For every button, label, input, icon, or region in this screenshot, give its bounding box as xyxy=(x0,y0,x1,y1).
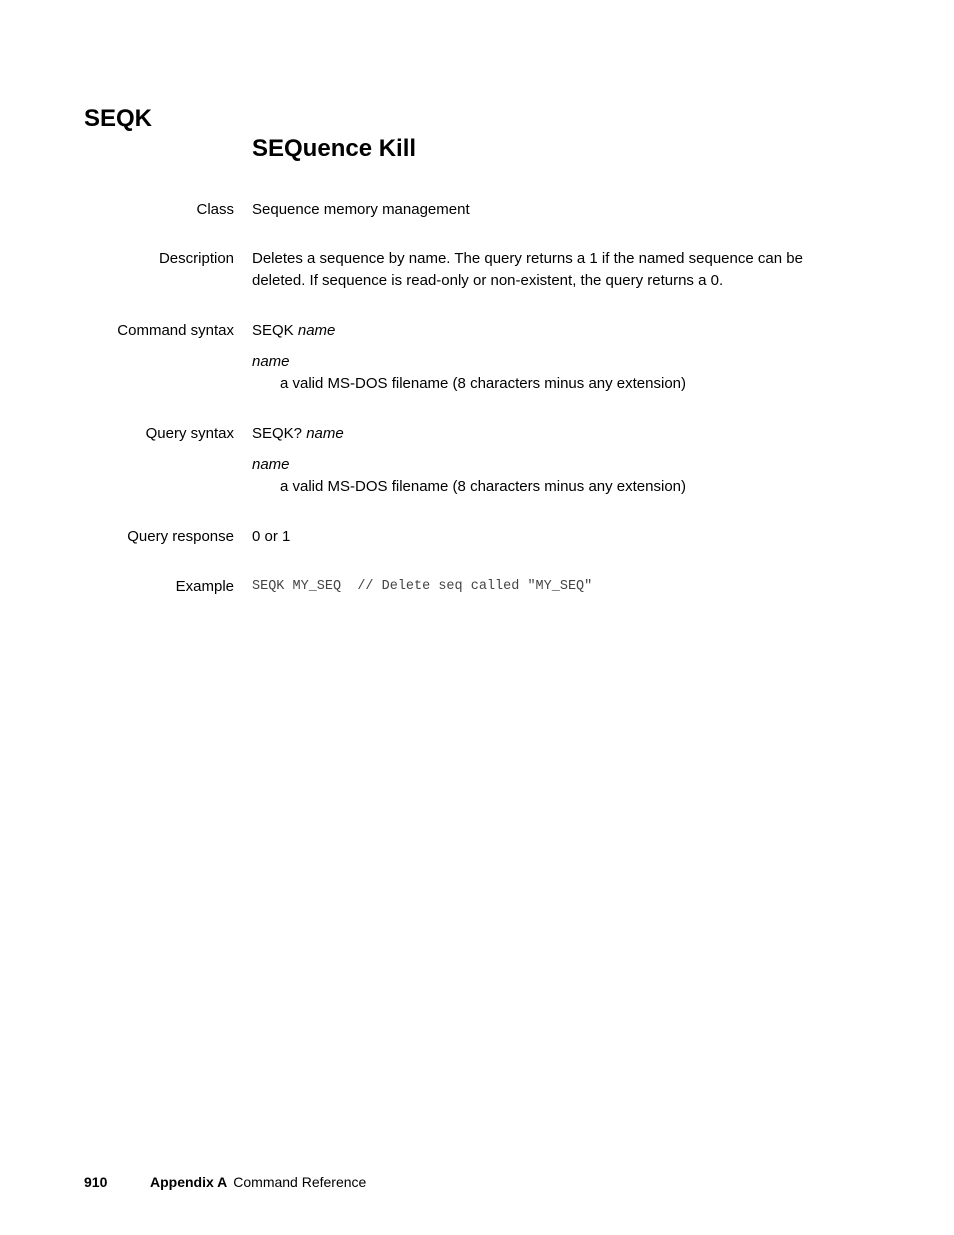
query-param-desc: a valid MS-DOS filename (8 characters minus any extension) xyxy=(280,478,686,495)
page-number: 910 xyxy=(84,1174,108,1190)
example-label: Example xyxy=(175,578,234,595)
description-content xyxy=(252,248,842,292)
command-title: SEQuence Kill xyxy=(252,135,417,162)
class-content xyxy=(252,199,852,221)
query-response-label: Query response xyxy=(127,528,234,545)
class-label: Class xyxy=(196,201,234,218)
class-text: Sequence memory management xyxy=(252,201,470,218)
footer-appendix: Appendix A xyxy=(150,1174,228,1190)
description-text: Deletes a sequence by name. The query returns a 1 if the named sequence can be deleted. If sequence is read-only or non-existent, the query returns a 0. xyxy=(252,250,803,289)
query-param-block xyxy=(252,454,852,498)
description-label: Description xyxy=(158,250,234,267)
command-syntax-line xyxy=(252,320,852,342)
query-syntax-arg: name xyxy=(306,425,344,442)
command-param-name: name xyxy=(252,353,290,370)
footer-section: Command Reference xyxy=(233,1174,367,1190)
command-param-desc: a valid MS-DOS filename (8 characters minus any extension) xyxy=(280,375,686,392)
command-syntax-content xyxy=(252,320,852,395)
query-response-text: 0 or 1 xyxy=(252,528,291,545)
command-syntax-keyword: SEQK xyxy=(252,322,294,339)
query-syntax-content xyxy=(252,423,852,498)
command-name: SEQK xyxy=(84,105,153,132)
example-code: SEQK MY_SEQ // Delete seq called "MY_SEQ" xyxy=(252,579,593,594)
command-param-block xyxy=(252,351,852,395)
command-syntax-label: Command syntax xyxy=(117,322,234,339)
example-content xyxy=(252,576,852,598)
command-syntax-arg: name xyxy=(297,322,336,339)
query-param-name: name xyxy=(252,456,290,473)
query-syntax-line xyxy=(252,423,852,445)
query-response-content xyxy=(252,526,852,548)
query-syntax-label: Query syntax xyxy=(145,425,234,442)
page-footer xyxy=(84,1172,366,1192)
query-syntax-keyword: SEQK? xyxy=(252,425,303,442)
